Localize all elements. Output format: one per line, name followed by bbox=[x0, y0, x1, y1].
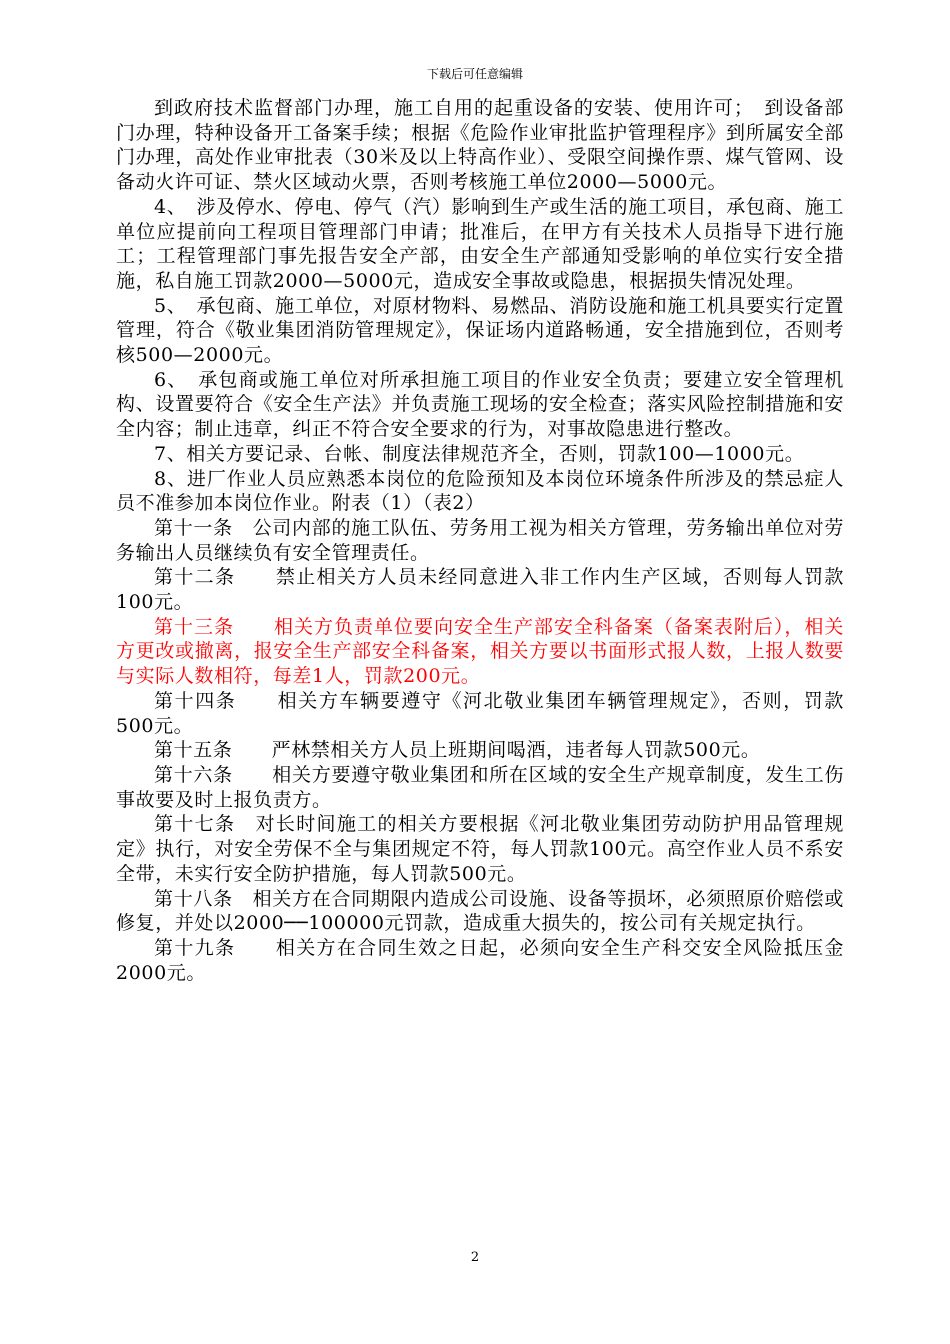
paragraph: 到政府技术监督部门办理，施工自用的起重设备的安装、使用许可； 到设备部门办理，特种设备开工备案手续；根据《危险作业审批监护管理程序》到所属安全部门办理，高处作业审批表（30米及以上特高作业）、受限空间操作票、煤气管网、设备动火许可证、禁火区域动火票，否则考核施工单位2000—5000元。 bbox=[116, 97, 844, 194]
paragraph: 7、相关方要记录、台帐、制度法律规范齐全，否则，罚款100—1000元。 bbox=[154, 442, 805, 465]
document-body bbox=[116, 96, 844, 985]
paragraph: 5、 承包商、施工单位，对原材物料、易燃品、消防设施和施工机具要实行定置管理，符合《敬业集团消防管理规定》，保证场内道路畅通，安全措施到位，否则考核500—2000元。 bbox=[116, 294, 844, 367]
article-13-highlighted: 第十三条 相关方负责单位要向安全生产部安全科备案（备案表附后），相关方更改或撤离，报安全生产部安全科备案，相关方要以书面形式报人数，上报人数要与实际人数相符，每差1人，罚款200元。 bbox=[116, 615, 844, 688]
article-12: 第十二条 禁止相关方人员未经同意进入非工作内生产区域，否则每人罚款100元。 bbox=[116, 566, 844, 614]
article-17: 第十七条 对长时间施工的相关方要根据《河北敬业集团劳动防护用品管理规定》执行，对安全劳保不全与集团规定不符，每人罚款100元。高空作业人员不系安全带，未实行安全防护措施，每人罚款500元。 bbox=[116, 813, 844, 885]
paragraph: 8、进厂作业人员应熟悉本岗位的危险预知及本岗位环境条件所涉及的禁忌症人员不准参加本岗位作业。附表（1）（表2） bbox=[116, 467, 844, 515]
article-16: 第十六条 相关方要遵守敬业集团和所在区域的安全生产规章制度，发生工伤事故要及时上报负责方。 bbox=[116, 763, 844, 811]
page-number: 2 bbox=[470, 1250, 480, 1265]
article-18: 第十八条 相关方在合同期限内造成公司设施、设备等损坏，必须照原价赔偿或修复，并处以2000──100000元罚款，造成重大损失的，按公司有关规定执行。 bbox=[116, 887, 844, 935]
page-header: 下载后可任意编辑 bbox=[426, 67, 523, 81]
paragraph: 6、 承包商或施工单位对所承担施工项目的作业安全负责；要建立安全管理机构、设置要符合《安全生产法》并负责施工现场的安全检查；落实风险控制措施和安全内容；制止违章，纠正不符合安全要求的行为，对事故隐患进行整改。 bbox=[116, 368, 844, 441]
article-11: 第十一条 公司内部的施工队伍、劳务用工视为相关方管理，劳务输出单位对劳务输出人员继续负有安全管理责任。 bbox=[116, 516, 844, 564]
article-19: 第十九条 相关方在合同生效之日起，必须向安全生产科交安全风险抵压金2000元。 bbox=[116, 936, 844, 984]
article-14: 第十四条 相关方车辆要遵守《河北敬业集团车辆管理规定》，否则，罚款500元。 bbox=[116, 689, 844, 737]
article-15: 第十五条 严林禁相关方人员上班期间喝酒，违者每人罚款500元。 bbox=[154, 739, 761, 762]
paragraph: 4、 涉及停水、停电、停气（汽）影响到生产或生活的施工项目，承包商、施工单位应提前向工程项目管理部门申请；批准后，在甲方有关技术人员指导下进行施工；工程管理部门事先报告安全产部，由安全生产部通知受影响的单位实行安全措施，私自施工罚款2000—5000元，造成安全事故或隐患，根据损失情况处理。 bbox=[116, 195, 844, 292]
